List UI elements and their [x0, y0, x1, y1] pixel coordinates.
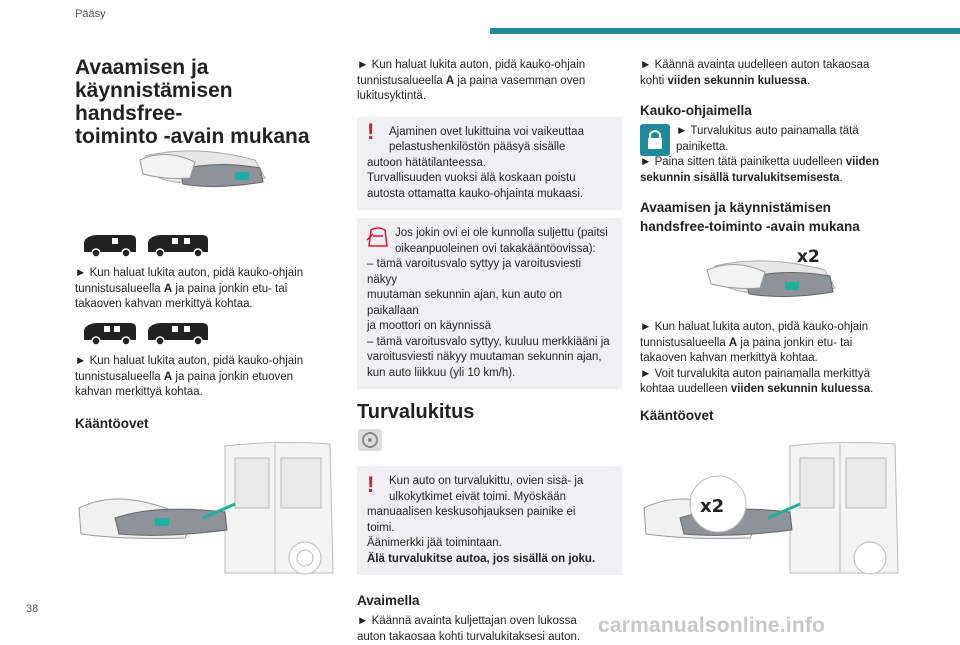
warning-box-locked-doors: ! Ajaminen ovet lukittuina voi vaikeuttaa pelastushenkilöstön pääsyä sisälle autoon hätätilanteessa. Turvallisuuden vuoksi älä koskaan poistu autosta ottamatta kauko-ohjainta mukaasi. — [357, 117, 622, 211]
col1-para1: ► Kun haluat lukita auton, pidä kauko-ohjain tunnistusalueella A ja paina jonkin etu- tai takaoven kahvan merkittyä kohtaa. — [75, 267, 304, 310]
door-handle-x2-illustration — [705, 244, 845, 306]
info-box-door-warning: Jos jokin ovi ei ole kunnolla suljettu (paitsi oikeanpuoleinen ovi takakääntöovissa): – tämä varoitusvalo syttyy ja varoitusviesti näkyy muutaman sekunnin ajan, kun auto on paikallaan ja moottori on käynnissä – tämä varoitusvalo syttyy, kuuluu merkkiääni ja varoitusviesti näkyy muutaman sekunnin ajan, kun auto liikkuu (yli 10 km/h). — [357, 218, 622, 389]
warning-exclamation-icon: ! — [367, 118, 375, 144]
x2-label: x2 — [797, 247, 820, 267]
col2-para1: ► Kun haluat lukita auton, pidä kauko-ohjain tunnistusalueella A ja paina vasemman oven lukitusyktintä. — [357, 59, 586, 102]
door-open-warning-icon — [363, 222, 393, 252]
remote-instructions: ► Turvalukitus auto painamalla tätä painiketta. ► Paina sitten tätä painiketta uudelleen viiden sekunnin sisällä turvalukitsemisesta. — [640, 125, 879, 184]
column-3 — [640, 56, 902, 236]
rear-doors-illustration — [75, 438, 337, 578]
header-accent-bar — [490, 28, 960, 34]
column-2 — [357, 56, 622, 645]
running-header: Pääsy — [75, 8, 106, 20]
steering-wheel-icon — [357, 428, 383, 452]
warning-exclamation-icon: ! — [367, 472, 375, 497]
subheading-kaantoovet: Kääntöovet — [75, 416, 149, 431]
subheading-avaimella: Avaimella — [357, 593, 420, 608]
subheading-kauko-ohjaimella: Kauko-ohjaimella — [640, 103, 752, 118]
section-title-turvalukitus: Turvalukitus — [357, 401, 475, 423]
column-1 — [75, 56, 337, 148]
van-long-icon — [146, 232, 210, 258]
col2-para2: ► Käännä avainta kuljettajan oven lukossa auton takaosaa kohti turvalukitaksesi auton. — [357, 615, 581, 643]
handle-sensor-zone — [235, 172, 249, 180]
door-handle-illustration — [135, 138, 275, 198]
page-number: 38 — [26, 603, 39, 615]
van-icon — [82, 232, 138, 258]
van-icon — [82, 320, 138, 346]
subheading-kaantoovet-2: Kääntöovet — [640, 408, 714, 423]
van-long-icon — [146, 320, 210, 346]
x2-label: x2 — [700, 496, 725, 517]
col3-para1: ► Käännä avainta uudelleen auton takaosaa kohti viiden sekunnin kuluessa. — [640, 59, 870, 87]
rear-doors-x2-illustration — [640, 438, 902, 578]
subheading-handsfree: Avaamisen ja käynnistämisen handsfree-toiminto -avain mukana — [640, 200, 860, 234]
col3-para2: ► Kun haluat lukita auton, pidä kauko-ohjain tunnistusalueella A ja paina jonkin etu- tai takaoven kahvan merkittyä kohtaa. ► Voit turvalukita auton painamalla merkittyä kohtaa uudelleen viiden sekunnin kuluessa. — [640, 321, 874, 395]
col1-para2: ► Kun haluat lukita auton, pidä kauko-ohjain tunnistusalueella A ja paina jonkin etuoven kahvan merkittyä kohtaa. — [75, 355, 304, 398]
warning-box-deadlock: ! Kun auto on turvalukittu, ovien sisä- ja ulkokytkimet eivät toimi. Myöskään manuaalisen keskusohjauksen painike ei toimi. Äänimerkki jää toimintaan. Älä turvalukitse autoa, jos sisällä on joku. — [357, 466, 622, 575]
lock-button-icon — [640, 124, 670, 156]
page-title: Avaamisen ja käynnistämisen handsfree- toiminto -avain mukana — [75, 56, 310, 148]
watermark: carmanualsonline.info — [598, 614, 826, 637]
